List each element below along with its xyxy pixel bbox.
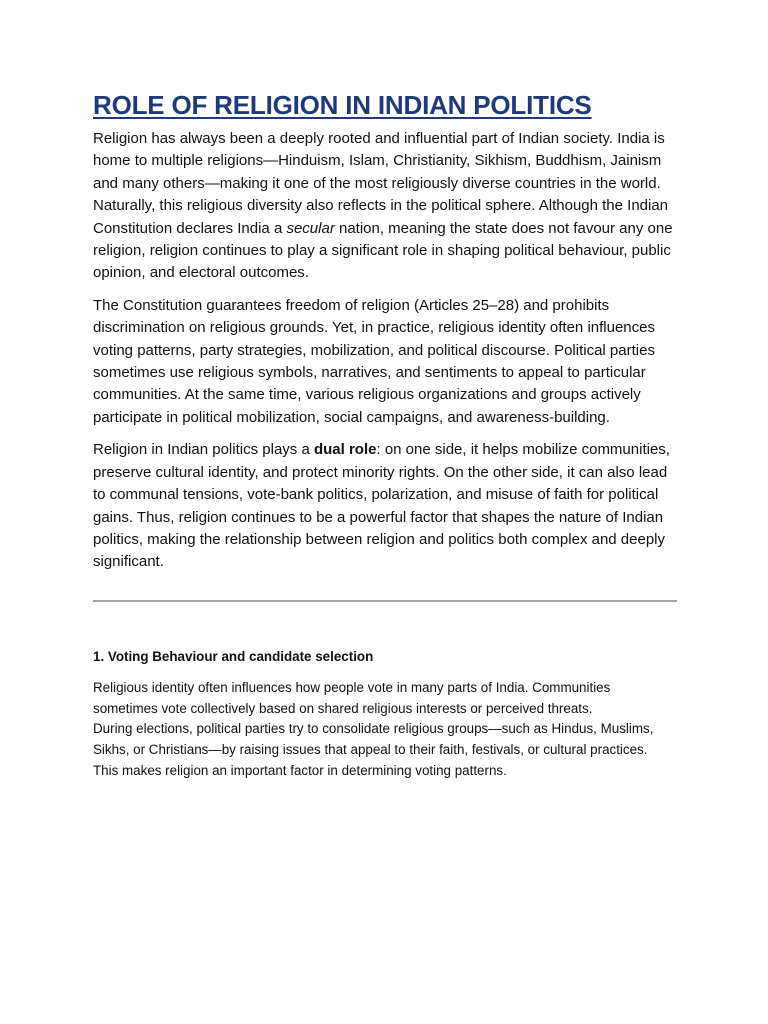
section-paragraph-3: This makes religion an important factor in determining voting patterns. xyxy=(93,762,507,778)
intro-section xyxy=(93,128,677,574)
dual-role-emphasis: dual role xyxy=(313,441,377,459)
document-page xyxy=(93,88,677,782)
intro-paragraph-3 xyxy=(93,439,677,573)
intro-p1-text-cont: nation, meaning the state does not favour any one religion, religion continues to play a significant role in shaping political behaviour, public opinion, and electoral outcomes. xyxy=(93,219,673,282)
section-paragraph-1: Religious identity often influences how people vote in many parts of India. Communities sometimes vote collectively based on shared religious interests or perceived threats. xyxy=(93,679,611,716)
intro-p3-text: Religion in Indian politics plays a xyxy=(93,441,314,459)
section-paragraph-2: During elections, political parties try to consolidate religious groups—such as Hindus, Muslims, Sikhs, or Christians—by raising issues that appeal to their faith, festivals, or cultural practices. xyxy=(93,721,654,758)
section-heading: 1. Voting Behaviour and candidate selection xyxy=(93,648,374,664)
intro-paragraph-2: The Constitution guarantees freedom of religion (Articles 25–28) and prohibits discrimination on religious grounds. Yet, in practice, religious identity often influences voting patterns, party strategies, mobilization, and political discourse. Political parties sometimes use religious symbols, narratives, and sentiments to appeal to particular communities. At the same time, various religious organizations and groups actively participate in political mobilization, social campaigns, and awareness-building. xyxy=(93,296,655,426)
secular-emphasis: secular xyxy=(286,219,335,237)
page-title: ROLE OF RELIGION IN INDIAN POLITICS xyxy=(93,90,592,120)
section-divider xyxy=(93,600,677,602)
intro-paragraph-1 xyxy=(93,128,677,285)
section-voting-behaviour xyxy=(93,648,677,782)
intro-p1-text: Religion has always been a deeply rooted and influential part of Indian society. India is home to multiple religions—Hinduism, Islam, Christianity, Sikhism, Buddhism, Jainism and many others—making it one of the most religiously diverse countries in the world. Naturally, this religious diversity also reflects in the political sphere. Although the Indian Constitution declares India a xyxy=(93,130,669,237)
intro-p3-text-cont: : on one side, it helps mobilize communities, preserve cultural identity, and protect minority rights. On the other side, it can also lead to communal tensions, vote-bank politics, polarization, and misuse of faith for political gains. Thus, religion continues to be a powerful factor that shapes the nature of Indian politics, making the relationship between religion and politics both complex and deeply significant. xyxy=(93,441,670,571)
section-body xyxy=(93,678,677,782)
